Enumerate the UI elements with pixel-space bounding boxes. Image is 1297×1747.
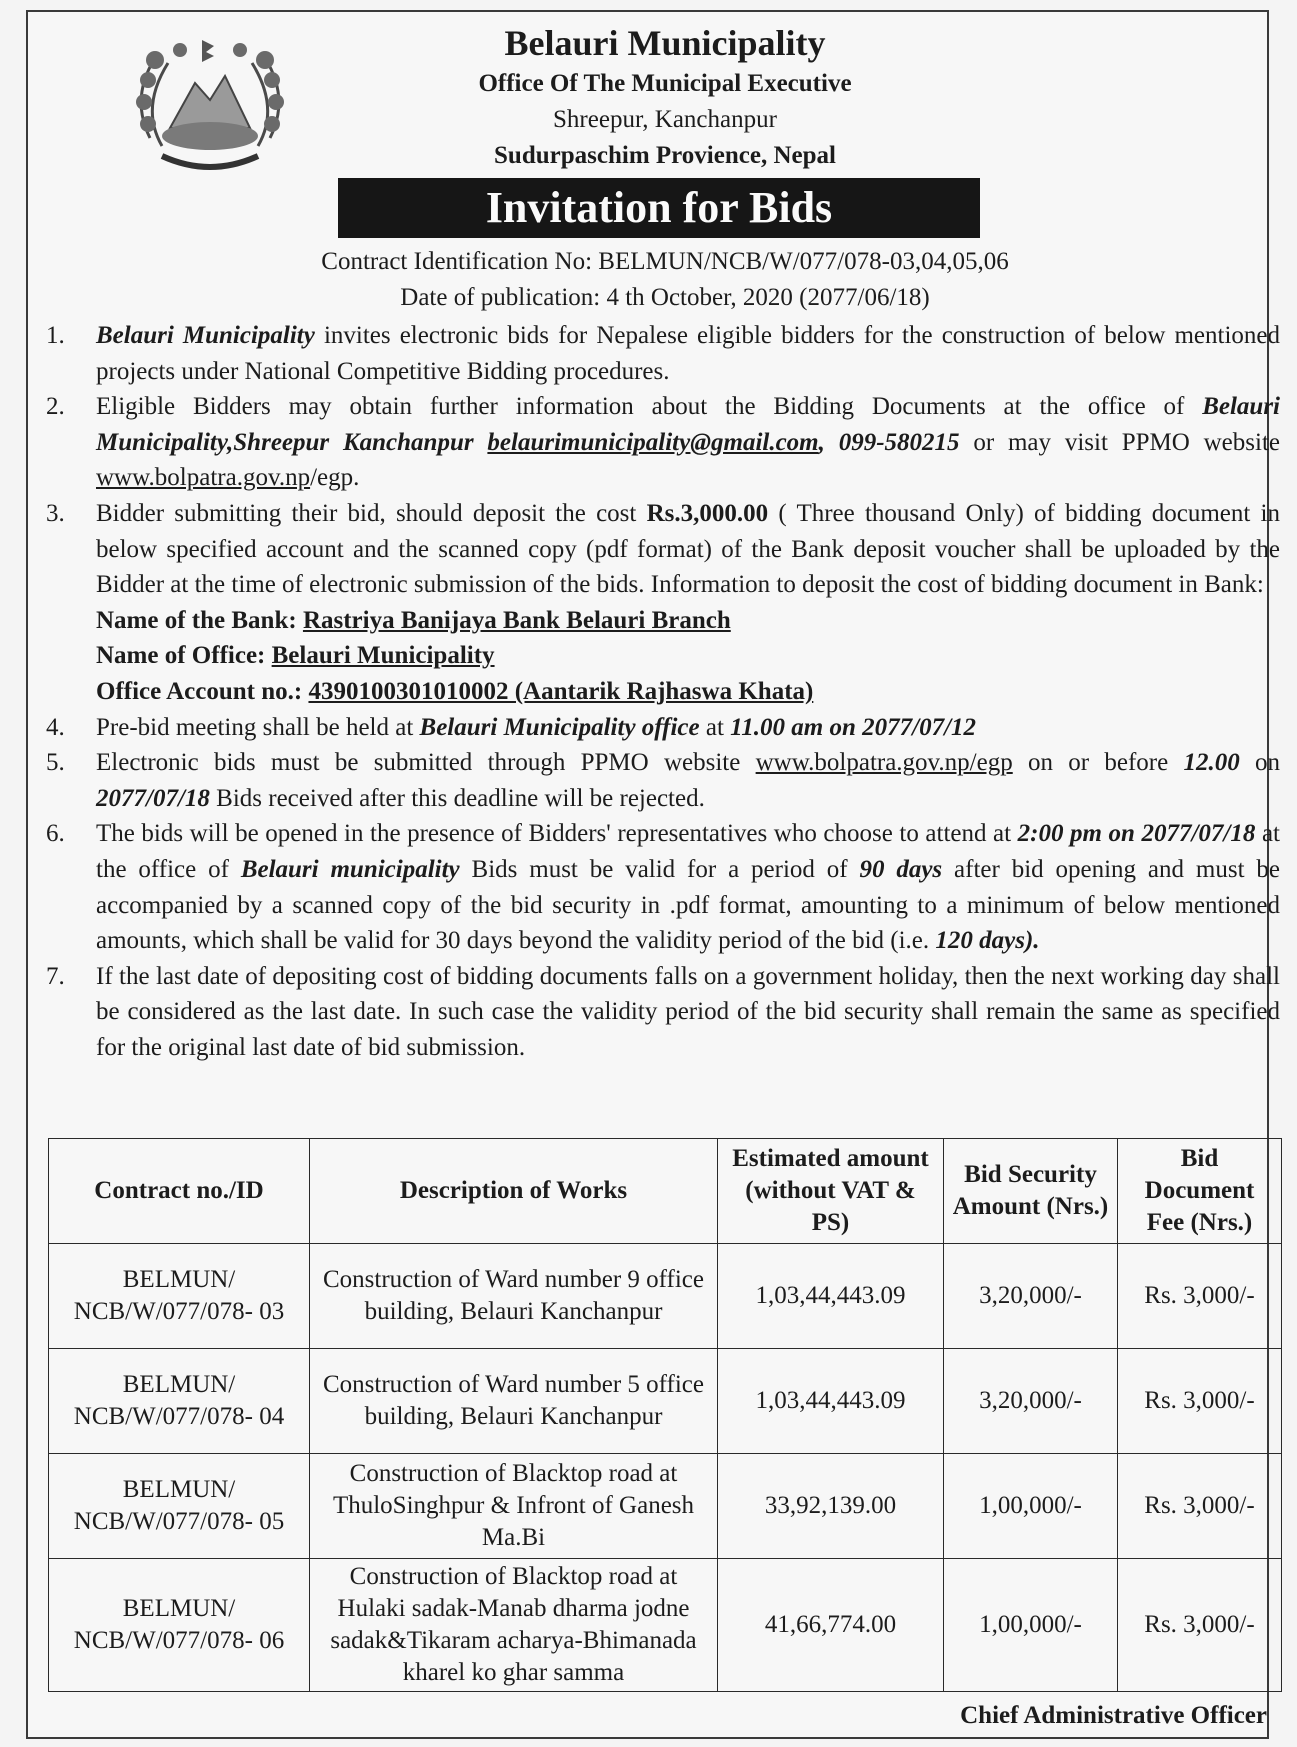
contract-id-line: Contract Identification No: BELMUN/NCB/W/077/078-03,04,05,06 <box>321 248 1009 275</box>
security-cell: 1,00,000/- <box>944 1454 1118 1559</box>
table-header-row <box>49 1139 1282 1244</box>
municipality-title: Belauri Municipality <box>504 23 826 63</box>
estimated-cell: 1,03,44,443.09 <box>718 1349 944 1454</box>
contract-cell: BELMUN/ NCB/W/077/078- 05 <box>49 1454 310 1559</box>
estimated-cell: 1,03,44,443.09 <box>718 1244 944 1349</box>
security-cell: 3,20,000/- <box>944 1349 1118 1454</box>
egp-website-link[interactable]: www.bolpatra.gov.np/egp <box>755 749 1013 777</box>
contract-cell: BELMUN/ NCB/W/077/078- 06 <box>49 1559 310 1692</box>
office-province: Sudurpaschim Provience, Nepal <box>494 142 836 169</box>
notice-item-6: 6. The bids will be opened in the presence of Bidders' representatives who choose to attend at 2:00 pm on 2077/07/18 at the office of Belauri municipality Bids must be valid for a period of 90 days after bid opening and must be accompanied by a scanned copy of the bid security in .pdf format, amounting to a minimum of below mentioned amounts, which shall be valid for 30 days beyond the validity period of the bid (i.e. 120 days). <box>46 816 1280 958</box>
account-number-line: Office Account no.: 4390100301010002 (Aantarik Rajhaswa Khata) <box>96 677 814 705</box>
fee-cell: Rs. 3,000/- <box>1118 1244 1282 1349</box>
table-row <box>49 1559 1282 1692</box>
estimated-cell: 33,92,139.00 <box>718 1454 944 1559</box>
fee-cell: Rs. 3,000/- <box>1118 1559 1282 1692</box>
ppmo-website-link[interactable]: www.bolpatra.gov.np <box>96 464 311 492</box>
fee-cell: Rs. 3,000/- <box>1118 1349 1282 1454</box>
description-cell: Construction of Blacktop road at Hulaki sadak-Manab dharma jodne sadak&Tikaram acharya-Bhimanada kharel ko ghar samma <box>310 1559 718 1692</box>
security-cell: 1,00,000/- <box>944 1559 1118 1692</box>
table-row <box>49 1349 1282 1454</box>
signature: Chief Administrative Officer <box>960 1702 1267 1729</box>
item-number: 2. <box>46 393 65 421</box>
office-place: Shreepur, Kanchanpur <box>553 106 777 133</box>
notice-item-7: 7. If the last date of depositing cost of bidding documents falls on a government holiday, then the next working day shall be considered as the last date. In such case the validity period of the bid security shall remain the same as specified for the original last date of bid submission. <box>46 959 1280 1066</box>
header-fee: Bid Document Fee (Nrs.) <box>1118 1139 1282 1244</box>
header-security: Bid Security Amount (Nrs.) <box>944 1139 1118 1244</box>
item-number: 1. <box>46 322 65 349</box>
office-name-line: Name of Office: Belauri Municipality <box>96 642 495 670</box>
description-cell: Construction of Ward number 9 office building, Belauri Kanchanpur <box>310 1244 718 1349</box>
item-number: 3. <box>46 499 65 527</box>
notice-item-5: 5. Electronic bids must be submitted through PPMO website www.bolpatra.gov.np/egp on or before 12.00 on 2077/07/18 Bids received after this deadline will be rejected. <box>46 745 1280 816</box>
notice-item-3: 3. Bidder submitting their bid, should deposit the cost Rs.3,000.00 ( Three thousand Only) of bidding document in below specified account and the scanned copy (pdf format) of the Bank deposit voucher shall be uploaded by the Bidder at the time of electronic submission of the bids. Information to deposit the cost of bidding document in Bank: Name of the Bank: Rastriya Banijaya Bank Belauri Branch Name of Office: Belauri Municipality Office Account no.: 4390100301010002 (Aantarik Rajhaswa Khata) <box>46 496 1280 710</box>
contract-cell: BELMUN/ NCB/W/077/078- 03 <box>49 1244 310 1349</box>
invitation-banner: Invitation for Bids <box>338 178 980 238</box>
bank-name-line: Name of the Bank: Rastriya Banijaya Bank Belauri Branch <box>96 606 731 634</box>
table-row <box>49 1244 1282 1349</box>
item-number: 4. <box>46 713 65 741</box>
fee-cell: Rs. 3,000/- <box>1118 1454 1282 1559</box>
header-contract: Contract no./ID <box>49 1139 310 1244</box>
description-cell: Construction of Blacktop road at ThuloSinghpur & Infront of Ganesh Ma.Bi <box>310 1454 718 1559</box>
item-number: 6. <box>46 820 65 848</box>
publication-date-line: Date of publication: 4 th October, 2020 (2077/06/18) <box>400 284 930 311</box>
office-name: Office Of The Municipal Executive <box>478 70 852 97</box>
notice-item-2: 2. Eligible Bidders may obtain further information about the Bidding Documents at the office of Belauri Municipality,Shreepur Kanchanpur belaurimunicipality@gmail.com, 099-580215 or may visit PPMO website www.bolpatra.gov.np/egp. <box>46 389 1280 496</box>
description-cell: Construction of Ward number 5 office building, Belauri Kanchanpur <box>310 1349 718 1454</box>
table-row <box>49 1454 1282 1559</box>
email-link[interactable]: belaurimunicipality@gmail.com <box>487 428 819 456</box>
notice-items <box>46 318 1280 1065</box>
contract-cell: BELMUN/ NCB/W/077/078- 04 <box>49 1349 310 1454</box>
estimated-cell: 41,66,774.00 <box>718 1559 944 1692</box>
item-number: 5. <box>46 749 65 777</box>
notice-item-1: 1. Belauri Municipality invites electronic bids for Nepalese eligible bidders for the construction of below mentioned projects under National Competitive Bidding procedures. <box>46 318 1280 389</box>
header-estimated: Estimated amount (without VAT & PS) <box>718 1139 944 1244</box>
item-number: 7. <box>46 962 65 990</box>
works-table <box>48 1138 1282 1692</box>
notice-item-4: 4. Pre-bid meeting shall be held at Belauri Municipality office at 11.00 am on 2077/07/12 <box>46 710 1280 746</box>
header-description: Description of Works <box>310 1139 718 1244</box>
security-cell: 3,20,000/- <box>944 1244 1118 1349</box>
nepal-emblem-icon <box>110 28 310 188</box>
